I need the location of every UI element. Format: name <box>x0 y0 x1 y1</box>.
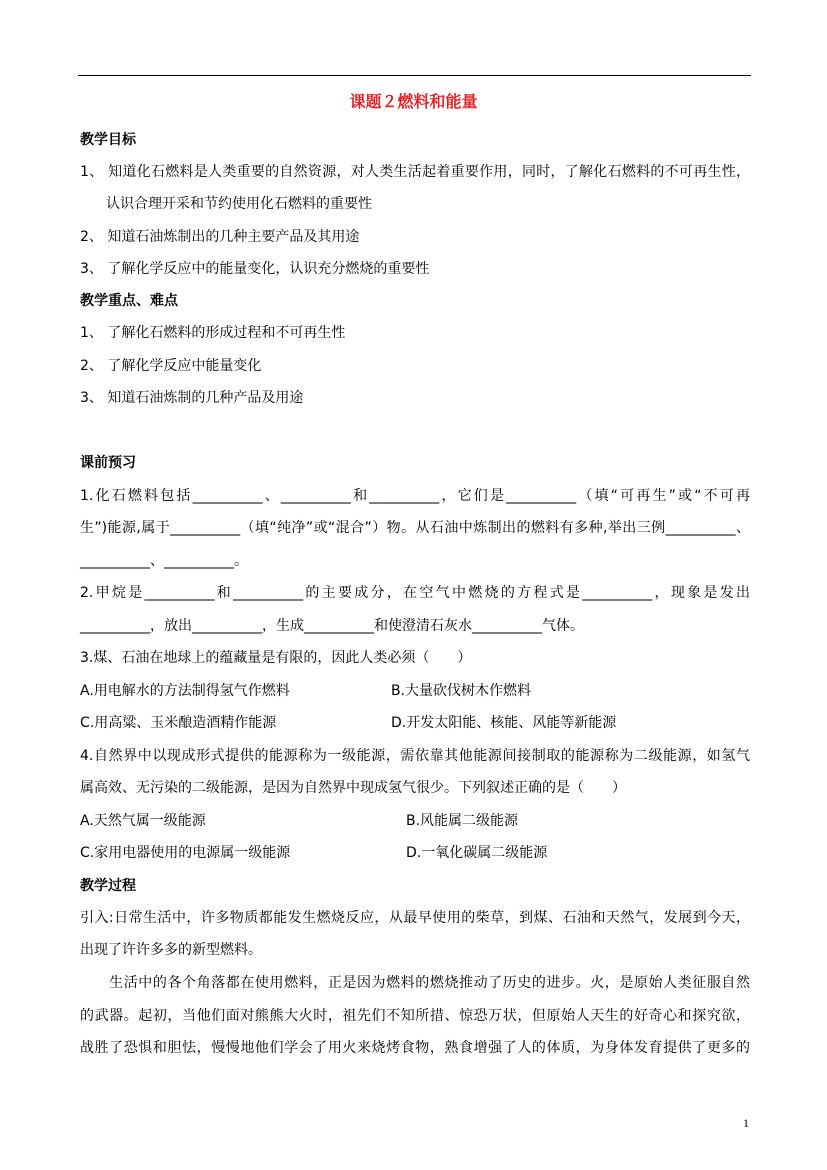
preview-line: 3.煤、石油在地球上的蕴藏量是有限的，因此人类必须（ ） <box>80 650 472 666</box>
header-rule <box>78 75 751 76</box>
q3-option-a: A.用电解水的方法制得氢气作燃料 <box>80 683 290 699</box>
key-points-heading: 教学重点、难点 <box>80 293 178 309</box>
q4-line: 属高效、无污染的二级能源，是因为自然界中现成氢气很少。下列叙述正确的是（ ） <box>80 780 626 796</box>
preview-line: 2.甲烷是__________和__________的主要成分，在空气中燃烧的方程式是__________，现象是发出 <box>80 585 750 601</box>
objectives-heading: 教学目标 <box>80 132 136 148</box>
preview-line: 1.化石燃料包括__________、__________和__________，它们是__________（填“可再生”或“不可再 <box>80 488 750 504</box>
process-line: 生活中的各个角落都在使用燃料，正是因为燃料的燃烧推动了历史的进步。火，是原始人类征服自然 <box>80 975 750 991</box>
objective-line: 3、 了解化学反应中的能量变化，认识充分燃烧的重要性 <box>80 261 430 277</box>
q4-option-b: B.风能属二级能源 <box>406 813 519 829</box>
key-point-line: 1、 了解化石燃料的形成过程和不可再生性 <box>80 325 346 341</box>
q4-option-c: C.家用电器使用的电源属一级能源 <box>80 845 291 861</box>
key-point-line: 3、 知道石油炼制的几种产品及用途 <box>80 390 304 406</box>
page-number: 1 <box>743 1116 749 1130</box>
preview-line: __________，放出__________，生成__________和使澄清石灰水__________气体。 <box>80 618 584 634</box>
process-line: 引入:日常生活中，许多物质都能发生燃烧反应，从最早使用的柴草，到煤、石油和天然气，发展到今天， <box>80 910 750 926</box>
page-title: 课题２燃料和能量 <box>349 92 478 111</box>
q4-option-d: D.一氧化碳属二级能源 <box>406 845 548 861</box>
q3-option-c: C.用高粱、玉米酿造酒精作能源 <box>80 715 277 731</box>
objective-line: 认识合理开采和节约使用化石燃料的重要性 <box>106 196 372 212</box>
preview-heading: 课前预习 <box>80 455 136 471</box>
q4-option-a: A.天然气属一级能源 <box>80 813 206 829</box>
process-heading: 教学过程 <box>80 878 136 894</box>
preview-line: __________、__________。 <box>80 553 248 569</box>
objective-line: 2、 知道石油炼制出的几种主要产品及其用途 <box>80 229 360 245</box>
key-point-line: 2、 了解化学反应中能量变化 <box>80 358 262 374</box>
process-line: 战胜了恐惧和胆怯，慢慢地他们学会了用火来烧烤食物，熟食增强了人的体质，为身体发育提供了更多的 <box>80 1040 750 1056</box>
preview-line: 生”)能源,属于__________（填“纯净”或“混合”）物。从石油中炼制出的燃料有多种,举出三例__________、 <box>80 520 750 536</box>
process-line: 出现了许许多多的新型燃料。 <box>80 942 262 958</box>
q4-line: 4.自然界中以现成形式提供的能源称为一级能源，需依靠其他能源间接制取的能源称为二级能源，如氢气 <box>80 748 750 764</box>
objective-line: 1、 知道化石燃料是人类重要的自然资源，对人类生活起着重要作用，同时，了解化石燃料的不可再生性， <box>80 164 750 180</box>
q3-option-b: B.大量砍伐树木作燃料 <box>391 683 532 699</box>
process-line: 的武器。起初，当他们面对熊熊大火时，祖先们不知所措、惊恐万状，但原始人天生的好奇心和探究欲， <box>80 1008 750 1024</box>
q3-option-d: D.开发太阳能、核能、风能等新能源 <box>391 715 617 731</box>
